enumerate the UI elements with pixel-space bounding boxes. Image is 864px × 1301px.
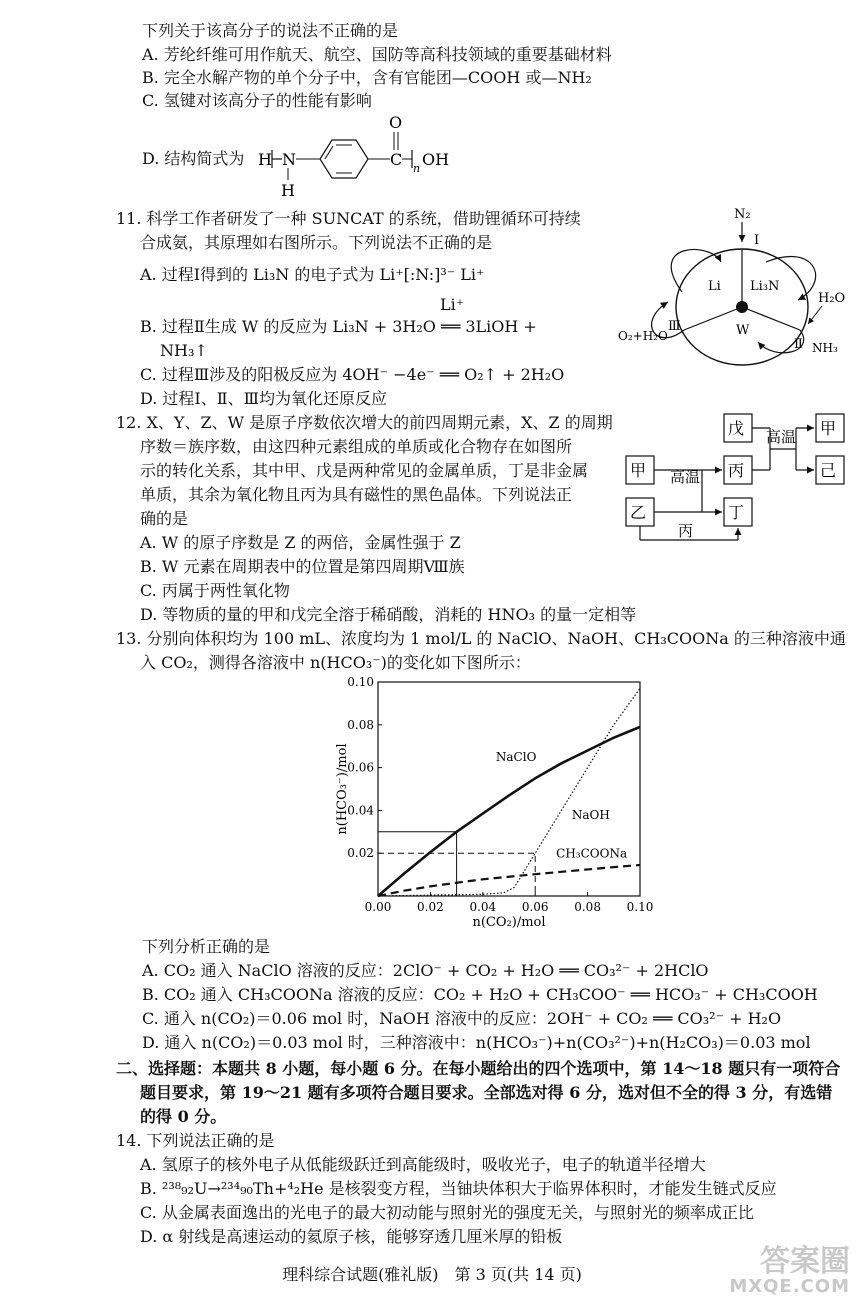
page-footer: 理科综合试题(雅礼版) 第 3 页(共 14 页) [282,1265,582,1284]
roman-i-label: Ⅰ [754,233,760,248]
q14-stem: 14. 下列说法正确的是 [116,1131,275,1150]
q10-option-d: D. 结构简式为 [142,149,245,168]
q14-option-b: B. ²³⁸₉₂U→²³⁴₉₀Th+⁴₂He 是核裂变方程，当铀块体积大于临界体积时，才能发生链式反应 [140,1179,777,1198]
struct-h-below: H [281,181,295,200]
x-tick-label: 0.10 [626,900,654,914]
bing-bottom-label: 丙 [678,522,694,540]
q13-stem: 下列分析正确的是 [142,937,271,956]
series-line-dashed [378,865,640,896]
section2-line1: 二、选择题：本题共 8 小题，每小题 6 分。在每小题给出的四个选项中，第 14～18 题只有一项符合 [116,1059,841,1078]
q13-option-a: A. CO₂ 通入 NaClO 溶液的反应：2ClO⁻ + CO₂ + H₂O ══ CO₃²⁻ + 2HClO [142,961,709,980]
q12-option-d: D. 等物质的量的甲和戊完全溶于稀硝酸，消耗的 HNO₃ 的量一定相等 [140,605,637,624]
q13-line1: 13. 分别向体积均为 100 mL、浓度均为 1 mol/L 的 NaClO、NaOH、CH₃COONa 的三种溶液中通 [116,629,846,648]
x-tick-label: 0.08 [574,900,601,914]
struct-oh: OH [422,150,450,169]
watermark-url: MXQE.COM [729,1276,850,1297]
box-ji: 己 [820,461,837,480]
q11-line2: 合成氨，其原理如右图所示。下列说法不正确的是 [140,233,493,252]
q13-option-c: C. 通入 n(CO₂)＝0.06 mol 时，NaOH 溶液中的反应：2OH⁻ + CO₂ ══ CO₃²⁻ + H₂O [142,1009,782,1028]
roman-ii-label: Ⅱ [794,337,803,352]
q12-option-a: A. W 的原子序数是 Z 的两倍，金属性强于 Z [140,533,461,552]
x-tick-label: 0.04 [469,900,497,914]
q11-option-b-cont: NH₃↑ [160,341,208,360]
series-label: CH₃COONa [556,846,628,861]
box-jia-right: 甲 [820,419,837,438]
struct-n-sub: n [413,162,421,175]
q14-option-c: C. 从金属表面逸出的光电子的最大初动能与照射光的强度无关，与照射光的频率成正比 [140,1203,754,1222]
q11-option-c: C. 过程Ⅲ涉及的阳极反应为 4OH⁻ −4e⁻ ══ O₂↑ + 2H₂O [140,365,565,384]
q12-conversion-figure [620,404,856,550]
struct-c: C [390,150,403,169]
gaowen-top: 高温 [766,428,797,446]
q13-line2: 入 CO₂，测得各溶液中 n(HCO₃⁻)的变化如下图所示： [140,653,531,672]
box-wu: 戊 [728,419,745,438]
n2-label: N₂ [734,207,751,222]
y-axis-label: n(HCO₃⁻)/mol [335,743,350,835]
box-ding: 丁 [728,503,745,522]
q13-option-b: B. CO₂ 通入 CH₃COONa 溶液的反应：CO₂ + H₂O + CH₃COO⁻ ══ HCO₃⁻ + CH₃COOH [142,985,818,1004]
q14-option-d: D. α 射线是高速运动的氦原子核，能够穿透几厘米厚的铅板 [140,1227,563,1246]
q12-line2: 序数＝族序数，由这四种元素组成的单质或化合物存在如图所 [140,437,573,456]
gaowen-left: 高温 [670,468,701,486]
y-tick-label: 0.02 [347,846,374,861]
y-tick-label: 0.04 [347,803,374,818]
y-tick-label: 0.06 [347,760,374,775]
q14-option-a: A. 氢原子的核外电子从低能级跃迁到高能级时，吸收光子，电子的轨道半径增大 [140,1155,706,1174]
q12-option-b: B. W 元素在周期表中的位置是第四周期Ⅷ族 [140,557,465,576]
w-label: W [736,323,750,338]
hco3-chart [335,675,670,930]
q11-option-a-sub: Li⁺ [440,295,465,314]
q10-structure-formula [252,110,462,202]
struct-h-left: H [258,150,272,169]
x-axis-label: n(CO₂)/mol [472,915,546,930]
box-yi: 乙 [630,503,647,522]
q12-line4: 单质，其余为氧化物且丙为具有磁性的黑色晶体。下列说法正 [140,485,573,504]
q12-line3: 示的转化关系，其中甲、戊是两种常见的金属单质，丁是非金属 [140,461,589,480]
o2-h2o-label: O₂+H₂O [618,329,668,343]
x-tick-label: 0.00 [364,900,392,914]
q11-option-a: A. 过程Ⅰ得到的 Li₃N 的电子式为 Li⁺[:N:]³⁻ Li⁺ [140,265,485,284]
q11-option-d: D. 过程Ⅰ、Ⅱ、Ⅲ均为氧化还原反应 [140,389,388,408]
q12-option-c: C. 丙属于两性氧化物 [140,581,290,600]
li-label: Li [708,279,721,294]
series-label: NaClO [495,750,537,765]
center-node [736,301,748,313]
q13-option-d: D. 通入 n(CO₂)＝0.03 mol 时，三种溶液中：n(HCO₃⁻)+n(CO₃²⁻)+n(H₂CO₃)＝0.03 mol [142,1033,811,1052]
nh3-label: NH₃ [812,341,838,355]
series-line-dotted [378,688,640,896]
benzene-ring [320,140,368,178]
x-tick-label: 0.02 [417,900,444,914]
q10-option-a: A. 芳纶纤维可用作航天、航空、国防等高科技领域的重要基础材料 [142,45,612,64]
q11-lithium-cycle-figure [616,202,856,372]
section2-line2: 题目要求，第 19～21 题有多项符合题目要求。全部选对得 6 分，选对但不全的得 3 分，有选错 [140,1083,833,1102]
q12-line5: 确的是 [140,509,189,528]
roman-iii-label: Ⅲ [668,319,681,334]
series-label: NaOH [571,807,610,822]
q10-option-b: B. 完全水解产物的单个分子中，含有官能团—COOH 或—NH₂ [142,68,592,87]
q10-stem: 下列关于该高分子的说法不正确的是 [142,21,399,40]
struct-n: N [282,150,296,169]
box-bing: 丙 [728,461,745,480]
q12-line1: 12. X、Y、Z、W 是原子序数依次增大的前四周期元素，X、Z 的周期 [116,413,613,432]
struct-o: O [389,113,403,132]
x-tick-label: 0.06 [521,900,549,914]
li3n-label: Li₃N [750,279,780,294]
q11-option-b: B. 过程Ⅱ生成 W 的反应为 Li₃N + 3H₂O ══ 3LiOH + [140,317,537,336]
section2-line3: 的得 0 分。 [140,1107,227,1126]
q11-line1: 11. 科学工作者研发了一种 SUNCAT 的系统，借助锂循环可持续 [116,209,581,228]
q10-option-c: C. 氢键对该高分子的性能有影响 [142,91,372,110]
h2o-label: H₂O [818,291,846,306]
y-tick-label: 0.08 [347,717,374,732]
watermark-logo: 答案圈 [760,1244,850,1279]
box-jia-left: 甲 [630,461,647,480]
y-tick-label: 0.10 [347,675,374,689]
